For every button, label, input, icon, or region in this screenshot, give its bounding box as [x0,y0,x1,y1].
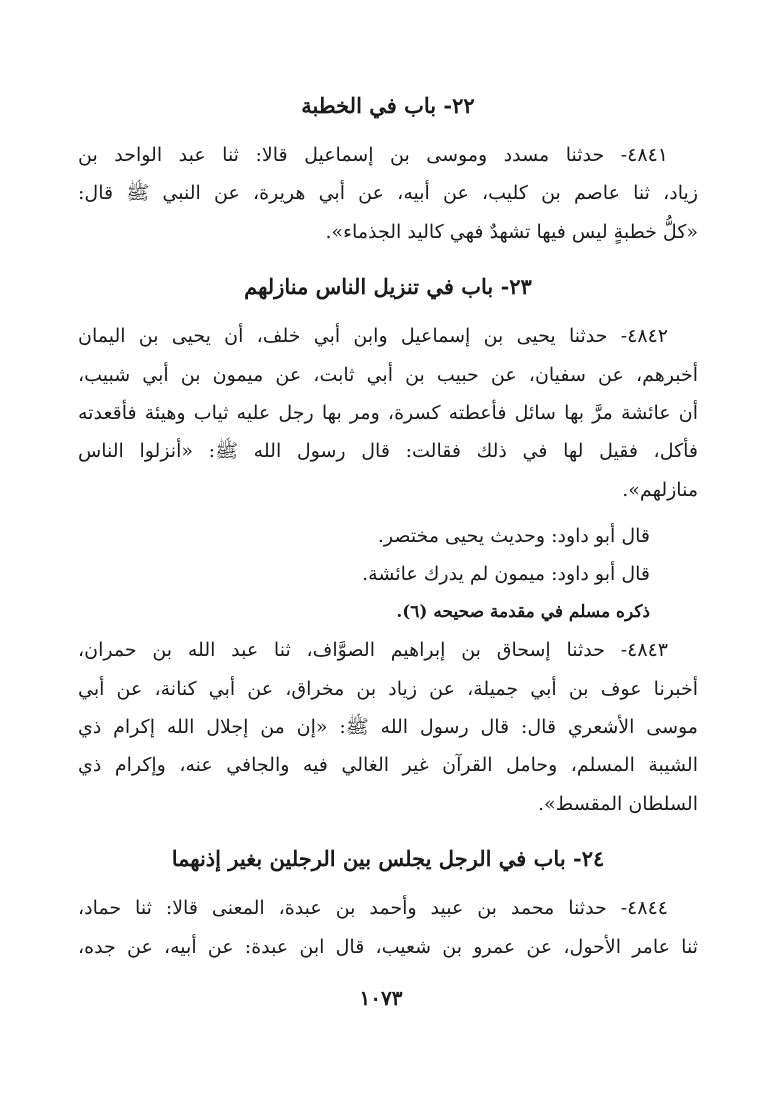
hadith-4841 [78,136,698,251]
text-line: منازلهم». [622,478,698,501]
text-line: زياد، ثنا عاصم بن كليب، عن أبيه، عن أبي هريرة، عن النبي ﷺ قال: [78,182,698,205]
spacer [78,128,698,136]
text-line: أخبرنا عوف بن أبي جميلة، عن زياد بن مخراق، عن أبي كنانة، عن أبي [78,677,698,700]
text-line: أخبرهم، عن سفيان، عن حبيب بن أبي ثابت، عن ميمون بن أبي شبيب، [78,363,698,386]
hadith-4842 [78,317,698,509]
hadith-4844 [78,889,698,966]
spacer [78,509,698,517]
chapter-heading-24: ٢٤- باب في الرجل يجلس بين الرجلين بغير إذنهما [171,846,605,872]
spacer [78,309,698,317]
hadith-4843 [78,631,698,823]
abu-dawud-note-2: قال أبو داود: ميمون لم يدرك عائشة. [362,563,650,586]
text-line: ٤٨٤٢- حدثنا يحيى بن إسماعيل وابن أبي خلف، أن يحيى بن اليمان [78,325,668,348]
chapter-heading-22: ٢٢- باب في الخطبة [301,93,475,118]
text-line: موسى الأشعري قال: قال رسول الله ﷺ: «إن من إجلال الله إكرام ذي [78,716,698,739]
book-page [78,84,698,966]
abu-dawud-note-1: قال أبو داود: وحديث يحيى مختصر. [377,525,650,548]
text-line: الشيبة المسلم، وحامل القرآن غير الغالي فيه والجافي عنه، وإكرام ذي [78,754,698,777]
text-line: ٤٨٤٣- حدثنا إسحاق بن إبراهيم الصوَّاف، ثنا عبد الله بن حمران، [78,639,668,662]
text-line: السلطان المقسط». [538,792,698,815]
page-number: ١٠٧٣ [359,986,403,1010]
text-line: «كلُّ خطبةٍ ليس فيها تشهدٌ فهي كاليد الجذماء». [325,220,698,243]
text-line: ٤٨٤١- حدثنا مسدد وموسى بن إسماعيل قالا: ثنا عبد الواحد بن [78,144,668,166]
text-line: أن عائشة مرَّ بها سائل فأعطته كسرة، ومر بها رجل عليه ثياب وهيئة فأقعدته [78,402,698,425]
chapter-heading-23: ٢٣- باب في تنزيل الناس منازلهم [244,274,532,300]
text-line: ٤٨٤٤- حدثنا محمد بن عبيد وأحمد بن عبدة، المعنى قالا: ثنا حماد، [78,897,668,920]
spacer [78,251,698,265]
text-line: فأكل، فقيل لها في ذلك فقالت: قال رسول الله ﷺ: «أنزلوا الناس [78,440,698,463]
spacer [78,881,698,889]
spacer [78,823,698,837]
muslim-reference-note: ذكره مسلم في مقدمة صحيحه (٦). [396,602,650,623]
text-line: ثنا عامر الأحول، عن عمرو بن شعيب، قال ابن عبدة: عن أبيه، عن جده، [78,935,698,958]
